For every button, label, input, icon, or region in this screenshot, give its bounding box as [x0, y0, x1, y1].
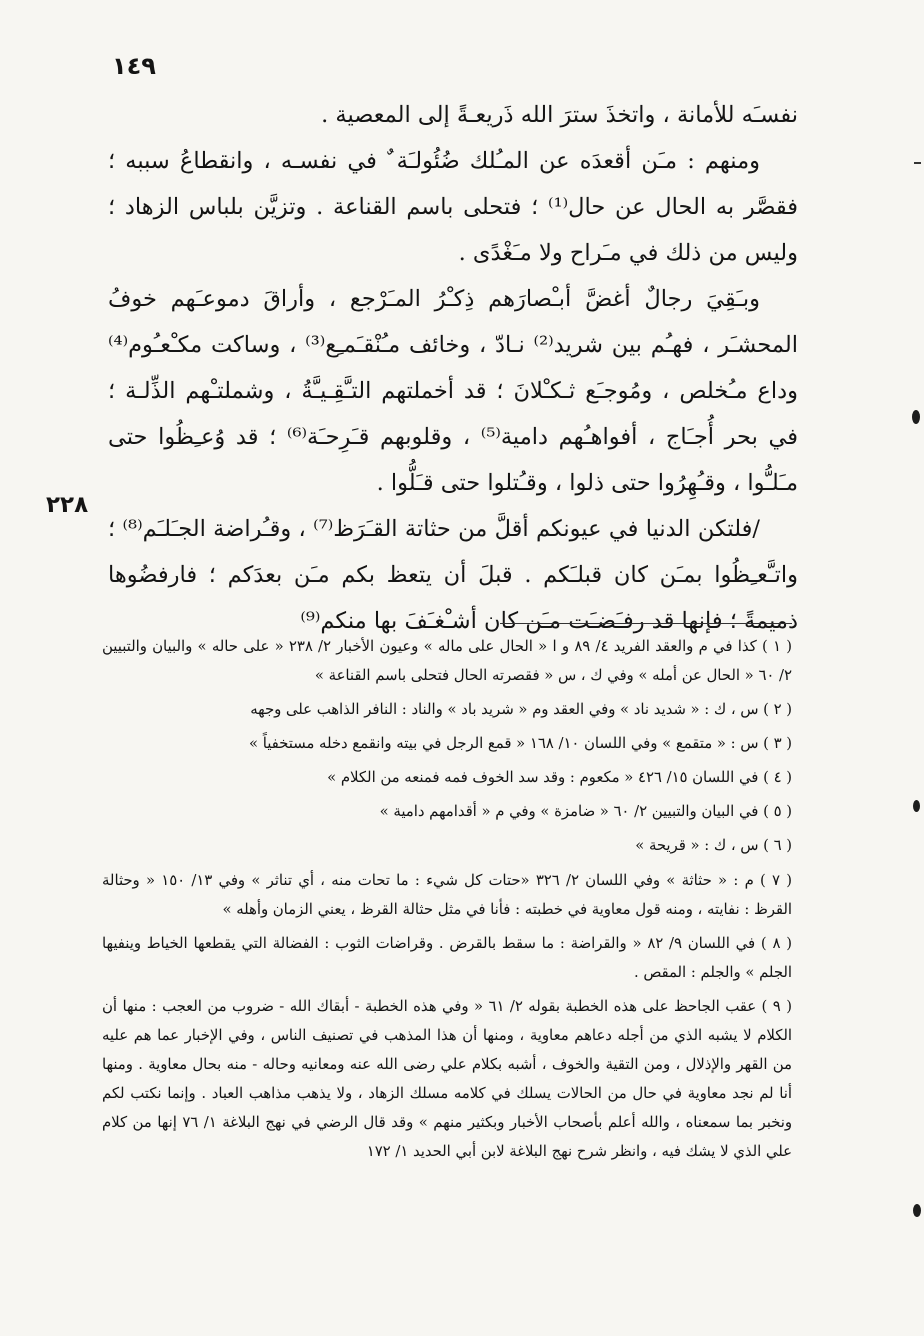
footnote: ( ٣ ) س : « متقمع » وفي اللسان ١٠/ ١٦٨ « قمع الرجل في بيته وانقمع دخله مستخفياً » [248, 735, 792, 752]
footnotes [102, 632, 792, 1171]
footnote: ( ٤ ) في اللسان ١٥/ ٤٢٦ « مكعوم : وقد سد الخوف فمه فمنعه من الكلام » [327, 769, 792, 786]
main-text [108, 92, 798, 644]
paragraph: نفسـَه للأمانة ، واتخذَ سترَ الله ذَريعـةً إلى المعصية . [321, 102, 798, 128]
footnote: ( ١ ) كذا في م والعقد الفريد ٤/ ٨٩ و ا « الحال على ماله » وعيون الأخبار ٢/ ٢٣٨ « على حاله » والبيان والتبيين ٢/ ٦٠ « الحال عن أمله » وفي ك ، س « فقصرته الحال فتحلى باسم القناعة » [102, 638, 793, 684]
paragraph: /فلتكن الدنيا في عيونكم أقلَّ من حثاتة القـَرَظ⁽⁷⁾ ، وقـُراضة الجـَلـَم⁽⁸⁾ ؛ واتـَّعـِظُوا بمـَن كان قبلـَكم . قبلَ أن يتعظ بكم مـَن بعدَكم ؛ فارفضُوها ذميمةً ؛ فإنها قد رفـَضـَت مـَن كان أشـْغـَفَ بها منكم⁽⁹⁾ [108, 516, 798, 634]
scan-edge-mark [912, 410, 920, 424]
footnote: ( ٧ ) م : « حثاثة » وفي اللسان ٢/ ٣٢٦ «حتات كل شيء : ما تحات منه ، أي تناثر » وفي ١٣/ ١٥٠ « وحثالة القرظ : نفايته ، ومنه قول معاوية في خطبته : فأنا في مثل حثالة القرظ ، يعني الزمان وأهله » [102, 872, 792, 918]
scan-edge-mark [913, 1204, 921, 1217]
footnote-divider [500, 623, 792, 624]
footnote: ( ٥ ) في البيان والتبيين ٢/ ٦٠ « ضامزة » وفي م « أقدامهم دامية » [379, 803, 792, 820]
footnote: ( ٨ ) في اللسان ٩/ ٨٢ « والقراضة : ما سقط بالقرض . وقراضات الثوب : الفضالة التي يقطعها الخياط وينفيها الجلم » والجلم : المقص . [102, 935, 792, 981]
page-number: ١٤٩ [112, 52, 156, 80]
footnote: ( ٢ ) س ، ك : « شديد ناد » وفي العقد وم « شريد باد » والناد : النافر الذاهب على وجهه [250, 701, 792, 718]
paragraph: وبـَقِيَ رجالٌ أغضَّ أبـْصارَهم ذِكـْرُ المـَرْجع ، وأراقَ دموعـَهم خوفُ المحشـَر ، فهـُم بين شريد⁽²⁾ نـادّ ، وخائف مـُنْقـَمـِع⁽³⁾ ، وساكت مكـْعـُوم⁽⁴⁾ وداع مـُخلص ، ومُوجـَع ثـكـْلانَ ؛ قد أخملتهم التـَّقِـيـَّةُ ، وشملتـْهم الذِّلـة ؛ في بحر أُجـَاج ، أفواهـُهم دامية⁽⁵⁾ ، وقلوبهم قـَرِحـَة⁽⁶⁾ ؛ قد وُعـِظُوا حتى مـَلـُّوا ، وقـُهِرُوا حتى ذلوا ، وقـُتلوا حتى قـَلُّوا . [108, 286, 798, 496]
footnote: ( ٩ ) عقب الجاحظ على هذه الخطبة بقوله ٢/ ٦١ « وفي هذه الخطبة - أبقاك الله - ضروب من العجب : منها أن الكلام لا يشبه الذي من أجله دعاهم معاوية ، ومنها أن هذا المذهب في تصنيف الناس ، وفي الإخبار عما هم عليه من القهر والإذلال ، ومن التقية والخوف ، أشبه بكلام علي رضى الله عنه ومعانيه وحاله - منه بحال معاوية . ومنها أنا لم نجد معاوية في حال من الحالات يسلك في كلامه مسلك الزهاد ، ولا يذهب مذاهب العباد . وإنما نكتب لكم ونخبر بما سمعناه ، والله أعلم بأصحاب الأخبار وبكثير منهم » وقد قال الرضي في نهج البلاغة ١/ ٧٦ إنها من كلام علي الذي لا يشك فيه ، وانظر شرح نهج البلاغة لابن أبي الحديد ١/ ١٧٢ [102, 998, 792, 1160]
margin-reference-number: ٢٢٨ [46, 492, 89, 518]
scan-edge-mark [914, 162, 921, 164]
scan-edge-mark [913, 800, 920, 812]
footnote: ( ٦ ) س ، ك : « قريحة » [635, 837, 792, 854]
paragraph: ومنهم : مـَن أقعدَه عن المـُلك ضُئُولـَة ٌ في نفسـه ، وانقطاعُ سببه ؛ فقصَّر به الحال عن حال⁽¹⁾ ؛ فتحلى باسم القناعة . وتزيَّن بلباس الزهاد ؛ وليس من ذلك في مـَراح ولا مـَغْدًى . [108, 148, 798, 266]
